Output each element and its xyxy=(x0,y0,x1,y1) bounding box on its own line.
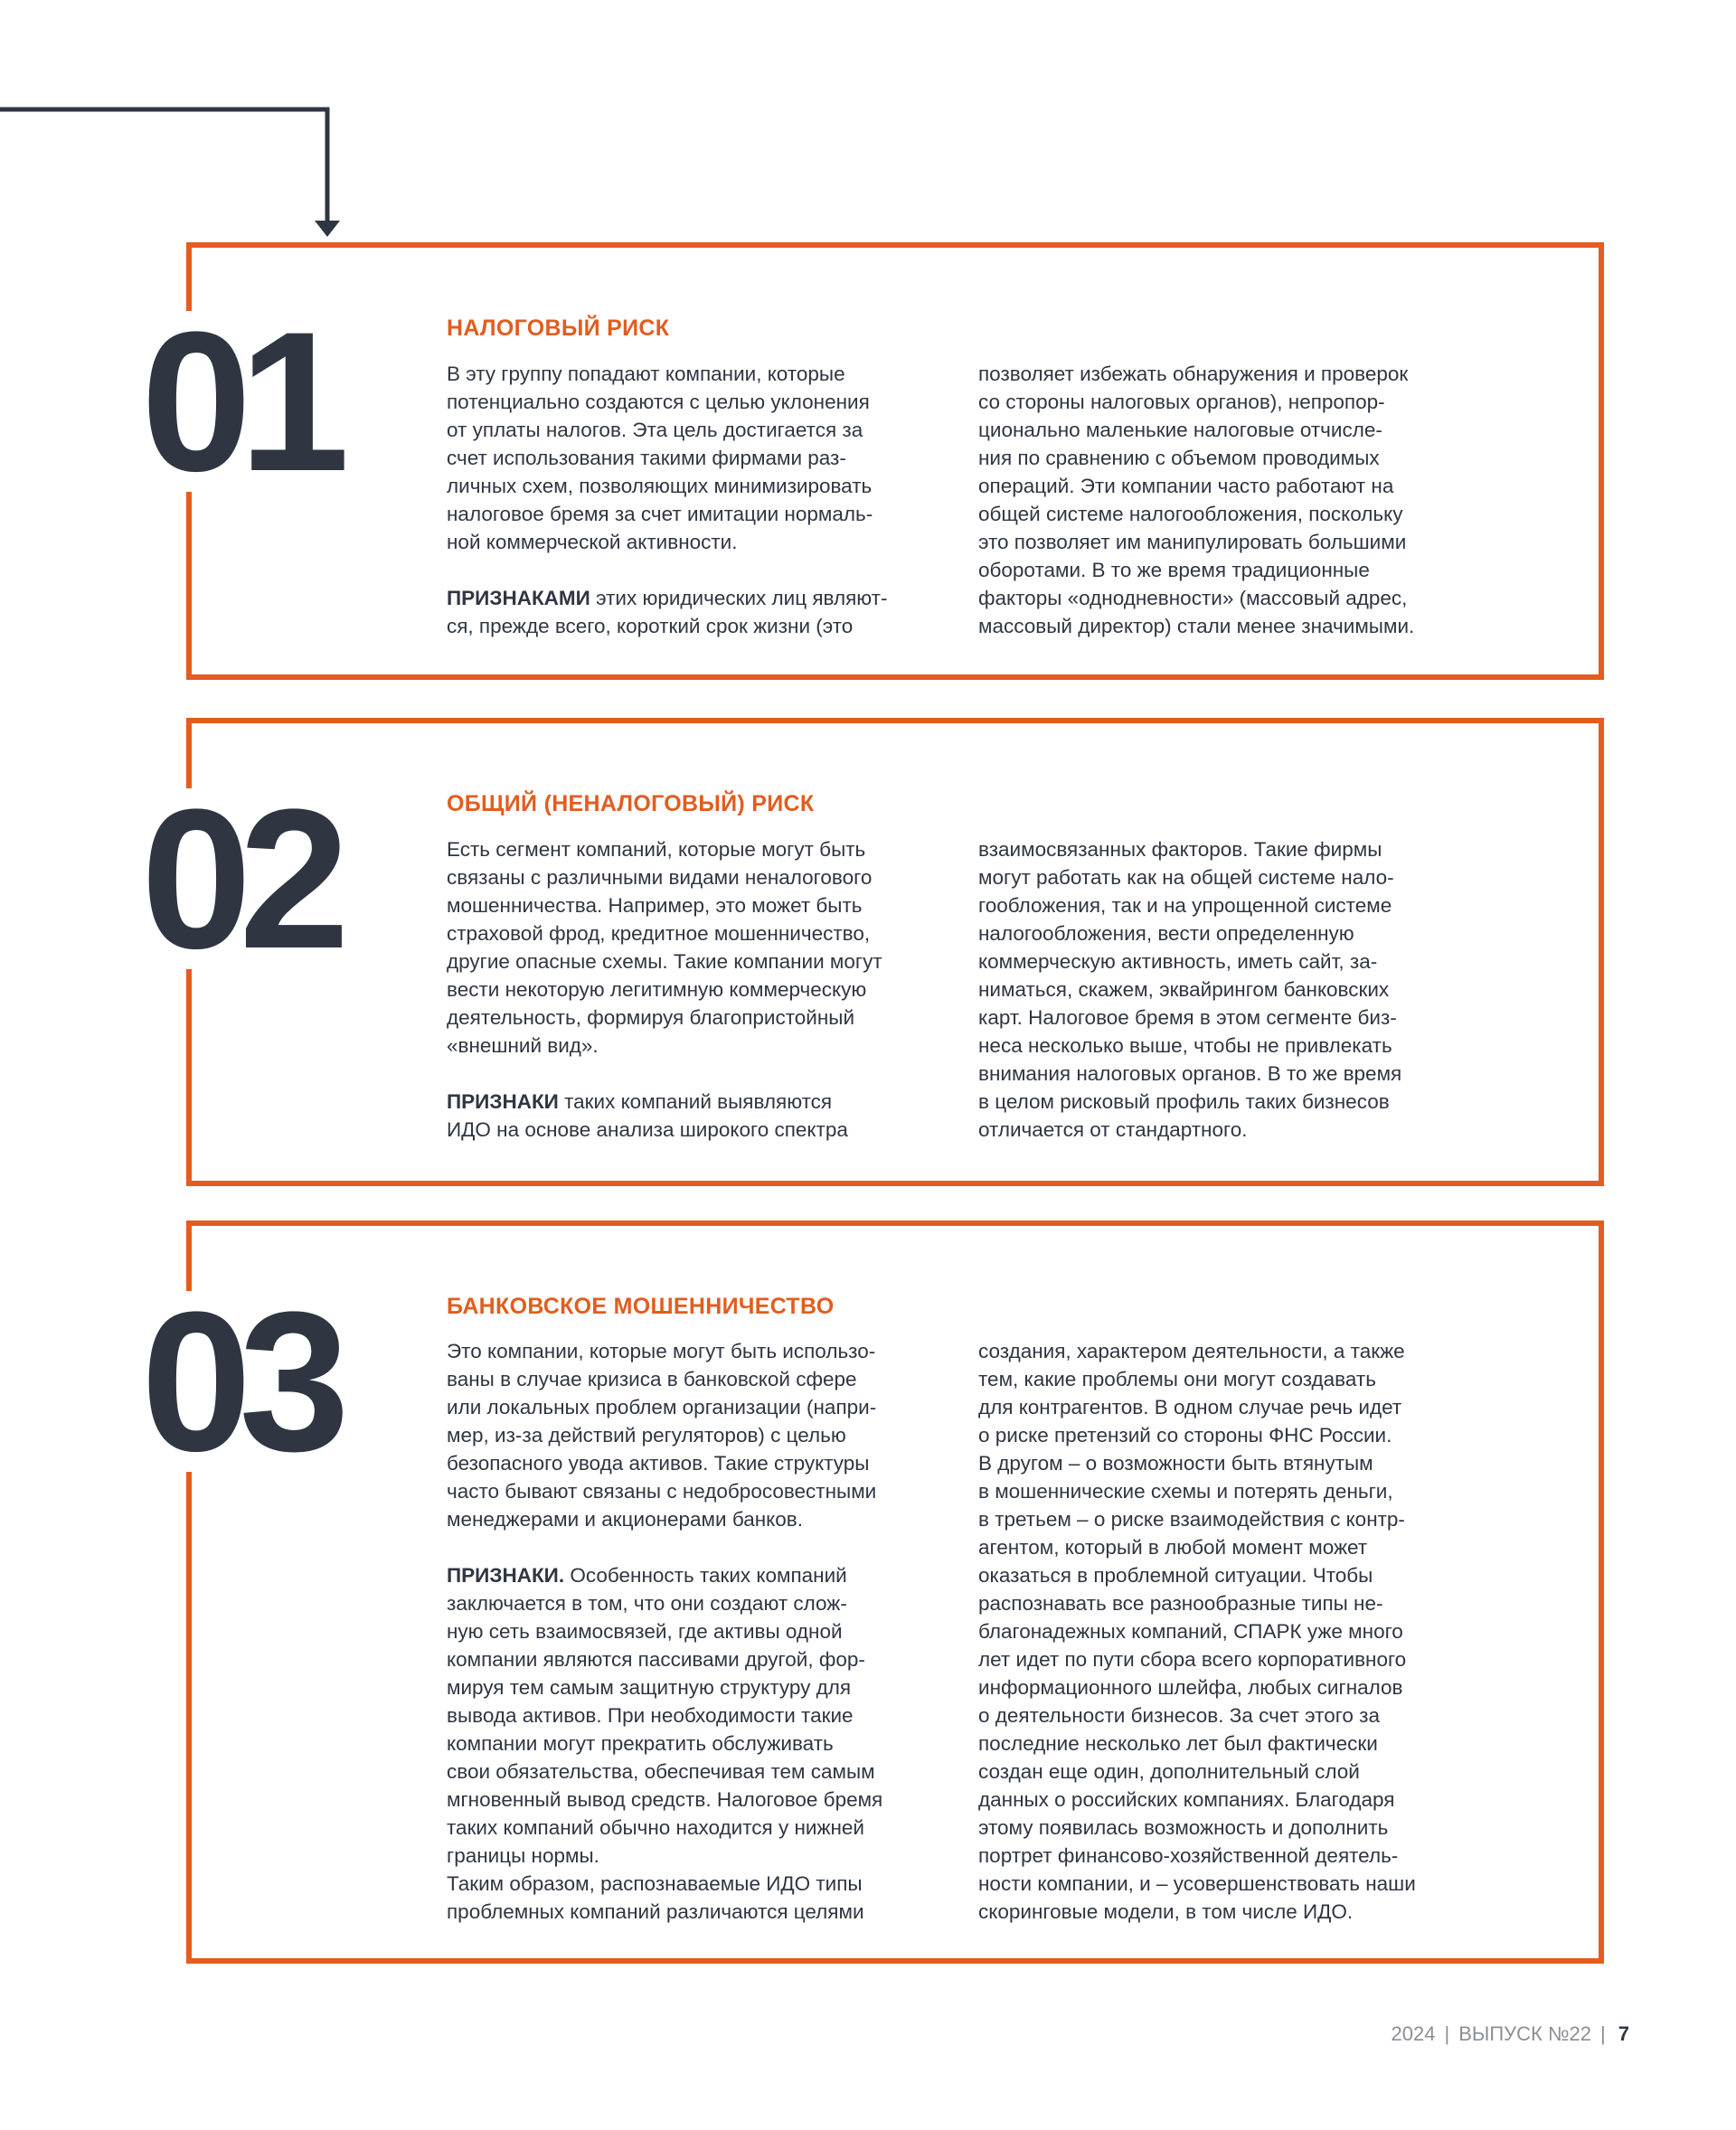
section-title: ОБЩИЙ (НЕНАЛОГОВЫЙ) РИСК xyxy=(447,791,815,816)
right-column xyxy=(978,835,1521,1144)
section-title: НАЛОГОВЫЙ РИСК xyxy=(447,316,670,341)
footer-separator: | xyxy=(1600,2022,1606,2045)
right-column xyxy=(978,360,1521,640)
paragraph: ПРИЗНАКИ. Особенность таких компаний заключается в том, что они создают слож- ную сеть взаимосвязей, где активы одной компании являются пассивами другой, фор- мируя тем самым защитную структуру для вывода активов. При необходимости такие компании могут прекратить обслуживать свои обязательства, обеспечивая тем самым мгновенный вывод средств. Налоговое бремя таких компаний обычно находится у нижней границы нормы. xyxy=(447,1564,883,1867)
section-number: 03 xyxy=(139,1291,343,1472)
signs-label: ПРИЗНАКИ xyxy=(447,1090,559,1113)
footer-year: 2024 xyxy=(1391,2022,1436,2045)
signs-label: ПРИЗНАКИ. xyxy=(447,1564,565,1587)
section-tax-risk xyxy=(141,242,1604,680)
paragraph: Есть сегмент компаний, которые могут быть связаны с различными видами неналогового мошенничества. Например, это может быть страховой фрод, кредитное мошенничество, другие опасные схемы. Такие компании могут вести некоторую легитимную коммерческую деятельность, формируя благопристойный «внешний вид». xyxy=(447,838,882,1057)
footer-separator: | xyxy=(1444,2022,1450,2045)
left-column xyxy=(447,1337,953,1926)
section-number: 02 xyxy=(139,788,343,969)
paragraph: взаимосвязанных факторов. Такие фирмы могут работать как на общей системе нало- гообложения, так и на упрощенной системе налогообложения, вести определенную коммерческую активность, иметь сайт, за- ниматься, скажем, эквайрингом банковских карт. Налоговое бремя в этом сегменте биз- неса несколько выше, чтобы не привлекать внимания налоговых органов. В то же время в целом рисковый профиль таких бизнесов отличается от стандартного. xyxy=(978,838,1402,1141)
section-title: БАНКОВСКОЕ МОШЕННИЧЕСТВО xyxy=(447,1294,835,1319)
paragraph: Таким образом, распознаваемые ИДО типы проблемных компаний различаются целями xyxy=(447,1872,864,1923)
page-number: 7 xyxy=(1618,2022,1629,2045)
paragraph: В эту группу попадают компании, которые потенциально создаются с целью уклонения от уплаты налогов. Эта цель достигается за счет использования такими фирмами раз- личных схем, позволяющих минимизировать налоговое бремя за счет имитации нормаль- ной коммерческой активности. xyxy=(447,363,873,553)
page-footer xyxy=(1392,2022,1629,2047)
right-column xyxy=(978,1337,1521,1926)
section-general-risk xyxy=(141,718,1604,1186)
arrow-connector xyxy=(0,0,380,244)
paragraph: Это компании, которые могут быть использо- ваны в случае кризиса в банковской сфере или локальных проблем организации (напри- мер, из-за действий регуляторов) с целью безопасного увода активов. Такие структуры часто бывают связаны с недобросовестными менеджерами и акционерами банков. xyxy=(447,1340,877,1531)
arrow-down-icon xyxy=(315,221,340,237)
paragraph: ПРИЗНАКАМИ этих юридических лиц являют- ся, прежде всего, короткий срок жизни (это xyxy=(447,587,888,637)
paragraph: позволяет избежать обнаружения и проверок со стороны налоговых органов), непропор- ционально маленькие налоговые отчисле- ния по сравнению с объемом проводимых операций. Эти компании часто работают на общей системе налогообложения, поскольку это позволяет им манипулировать большими оборотами. В то же время традиционные факторы «однодневности» (массовый адрес, массовый директор) стали менее значимыми. xyxy=(978,363,1415,637)
paragraph: создания, характером деятельности, а также тем, какие проблемы они могут создавать для контрагентов. В одном случае речь идет о риске претензий со стороны ФНС России. В другом – о возможности быть втянутым в мошеннические схемы и потерять деньги, в третьем – о риске взаимодействия с контр- агентом, который в любой момент может оказаться в проблемной ситуации. Чтобы распознавать все разнообразные типы не- благонадежных компаний, СПАРК уже много лет идет по пути сбора всего корпоративного информационного шлейфа, любых сигналов о деятельности бизнесов. За счет этого за последние несколько лет был фактически создан еще один, дополнительный слой данных о российских компаниях. Благодаря этому появилась возможность и дополнить портрет финансово-хозяйственной деятель- ности компании, и – усовершенствовать наши скоринговые модели, в том числе ИДО. xyxy=(978,1340,1416,1923)
signs-label: ПРИЗНАКАМИ xyxy=(447,587,590,609)
left-column xyxy=(447,835,953,1144)
section-number: 01 xyxy=(139,311,343,492)
left-column xyxy=(447,360,953,640)
footer-issue: ВЫПУСК №22 xyxy=(1458,2022,1592,2045)
paragraph: ПРИЗНАКИ таких компаний выявляются ИДО на основе анализа широкого спектра xyxy=(447,1090,848,1141)
section-bank-fraud xyxy=(141,1221,1604,1964)
